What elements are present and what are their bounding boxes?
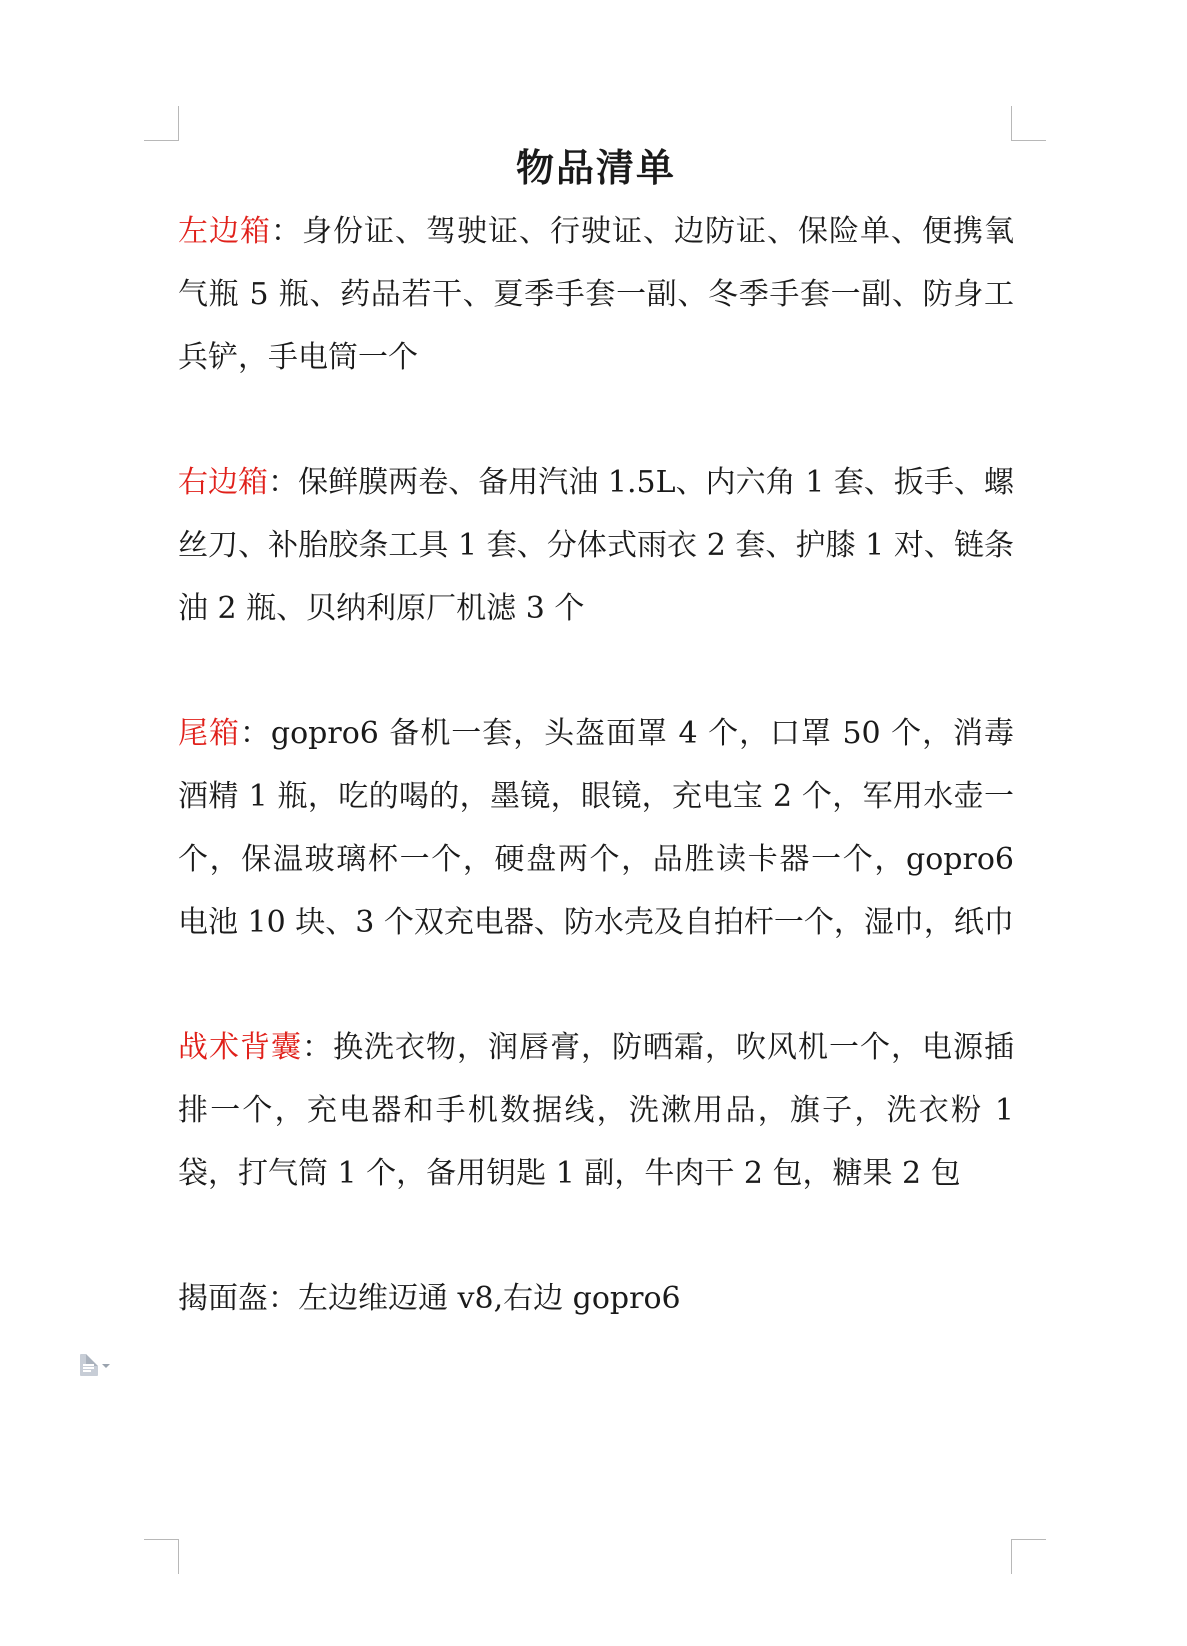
section-label: 尾箱: [178, 716, 240, 751]
section-tail-box: [178, 702, 1014, 954]
section-text: 身份证、驾驶证、行驶证、边防证、保险单、便携氧气瓶 5 瓶、药品若干、夏季手套一副、冬季手套一副、防身工兵铲，手电筒一个: [178, 214, 1014, 375]
section-left-box: [178, 200, 1014, 389]
section-text: gopro6 备机一套，头盔面罩 4 个，口罩 50 个，消毒酒精 1 瓶，吃的喝的，墨镜，眼镜，充电宝 2 个，军用水壶一个，保温玻璃杯一个，硬盘两个，品胜读卡器一个，gopro6 电池 10 块、3 个双充电器、防水壳及自拍杆一个，湿巾，纸巾: [178, 716, 1015, 940]
section-separator: ：: [271, 214, 302, 249]
section-label: 揭面盔: [178, 1281, 268, 1316]
document-title: 物品清单: [515, 145, 676, 190]
section-separator: ：: [302, 1030, 333, 1065]
section-label: 左边箱: [178, 214, 271, 249]
document-body[interactable]: [178, 138, 1014, 1330]
section-right-box: [178, 451, 1014, 640]
section-separator: ：: [239, 716, 271, 751]
section-label: 右边箱: [178, 465, 269, 500]
page-corner-mark-top-left: [144, 106, 179, 141]
document-icon: [80, 1354, 98, 1376]
section-text: 左边维迈通 v8,右边 gopro6: [298, 1281, 681, 1316]
section-label: 战术背囊: [178, 1030, 302, 1065]
dropdown-caret-icon: [102, 1364, 110, 1368]
section-separator: ：: [268, 465, 299, 500]
section-text: 换洗衣物，润唇膏，防晒霜，吹风机一个，电源插排一个，充电器和手机数据线，洗漱用品，旗子，洗衣粉 1 袋，打气筒 1 个，备用钥匙 1 副，牛肉干 2 包，糖果 2 包: [178, 1030, 1014, 1191]
page-corner-mark-top-right: [1011, 106, 1046, 141]
section-flip-up-helmet: [178, 1267, 1014, 1330]
section-tactical-backpack: [178, 1016, 1014, 1205]
paragraph-tool-button[interactable]: [80, 1354, 110, 1376]
section-text: 保鲜膜两卷、备用汽油 1.5L、内六角 1 套、扳手、螺丝刀、补胎胶条工具 1 套、分体式雨衣 2 套、护膝 1 对、链条油 2 瓶、贝纳利原厂机滤 3 个: [178, 465, 1015, 626]
section-separator: ：: [268, 1281, 298, 1316]
page-corner-mark-bottom-left: [144, 1539, 179, 1574]
page-corner-mark-bottom-right: [1011, 1539, 1046, 1574]
